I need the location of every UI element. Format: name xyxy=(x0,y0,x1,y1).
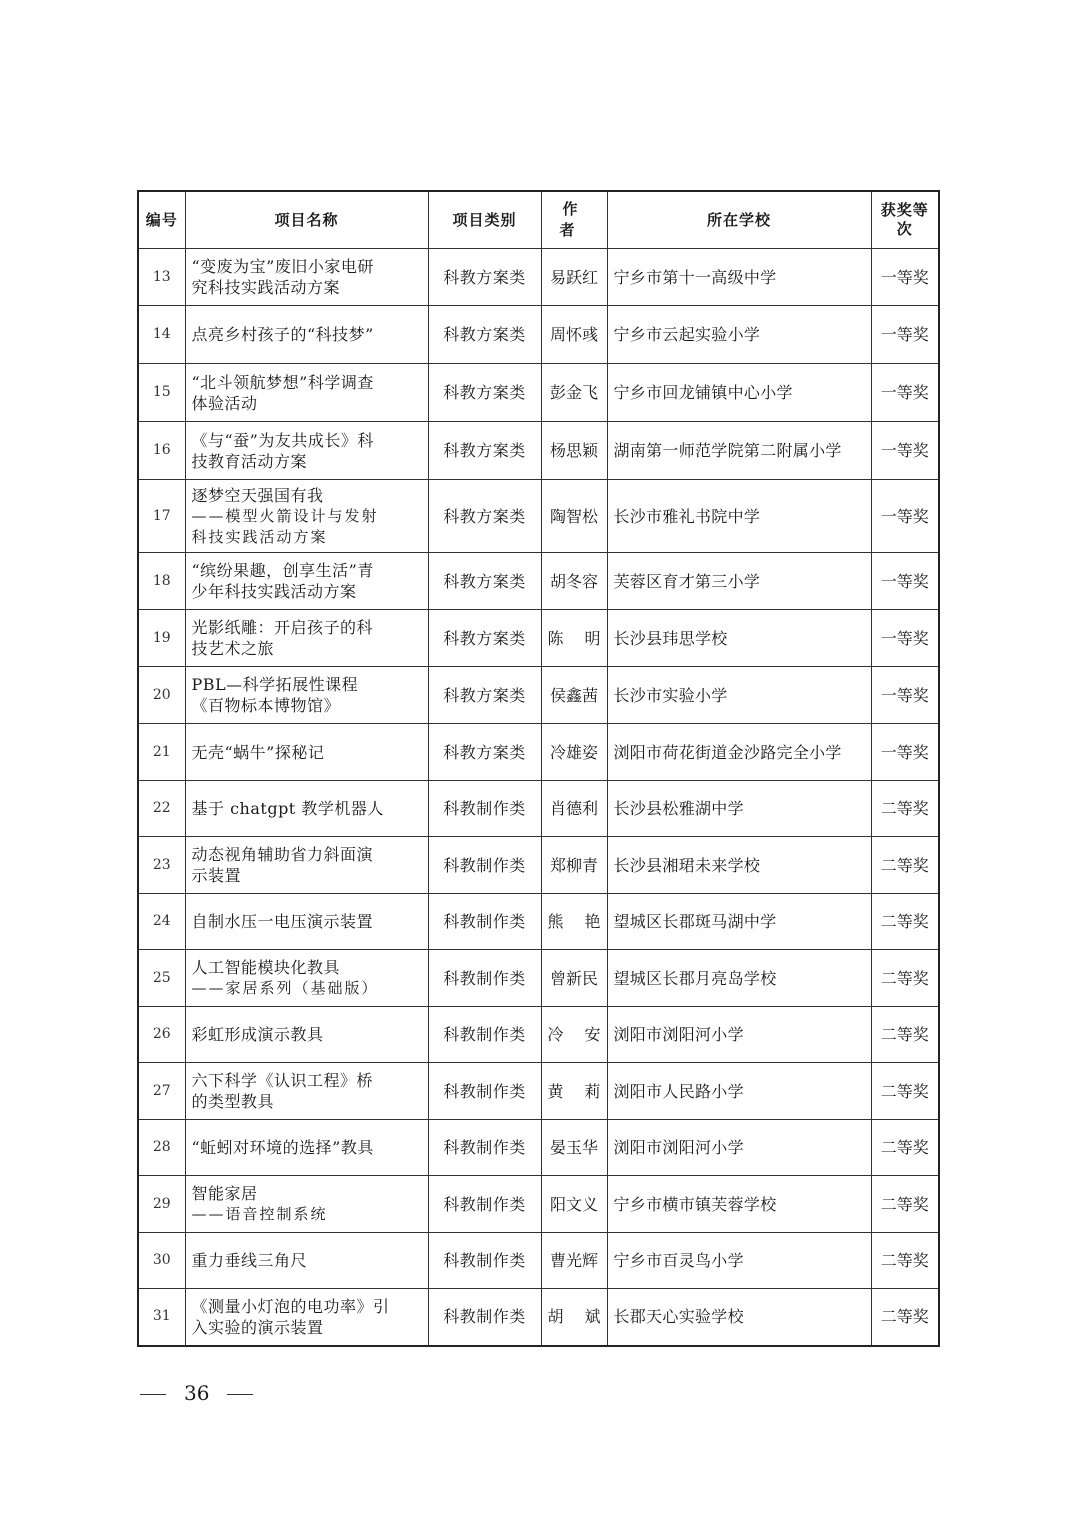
row-number: 27 xyxy=(138,1063,185,1120)
author-name xyxy=(541,1289,622,1346)
project-name-line: 动态视角辅助省力斜面演 xyxy=(191,845,374,864)
project-name-line: 自制水压一电压演示装置 xyxy=(191,912,374,931)
author-name xyxy=(541,837,607,894)
project-category: 科教制作类 xyxy=(428,950,541,1007)
table-row xyxy=(138,1289,939,1346)
author-text: 侯鑫茜 xyxy=(549,685,598,705)
award-level: 一等奖 xyxy=(871,306,939,364)
author-text: 熊艳 xyxy=(547,912,622,931)
row-number: 25 xyxy=(138,950,185,1007)
project-name-line: 技教育活动方案 xyxy=(191,451,308,471)
author-text: 胡斌 xyxy=(547,1307,622,1327)
school-name: 长沙县湘珺未来学校 xyxy=(607,837,871,894)
table-row xyxy=(138,894,939,950)
author-name xyxy=(541,667,607,724)
author-text: 冷雄姿 xyxy=(549,742,598,762)
school-name: 浏阳市荷花街道金沙路完全小学 xyxy=(607,724,871,781)
author-name xyxy=(541,249,607,306)
project-name-line: 技艺术之旅 xyxy=(191,639,275,658)
award-level: 二等奖 xyxy=(871,1233,939,1289)
project-category: 科教方案类 xyxy=(428,249,541,306)
row-number: 29 xyxy=(138,1176,185,1233)
author-text: 阳文义 xyxy=(549,1194,598,1214)
school-name: 宁乡市回龙铺镇中心小学 xyxy=(607,364,871,422)
author-name xyxy=(541,1063,622,1120)
award-level: 一等奖 xyxy=(871,364,939,422)
award-level: 一等奖 xyxy=(871,724,939,781)
author-text: 曾新民 xyxy=(549,968,598,988)
school-name: 望城区长郡斑马湖中学 xyxy=(607,894,871,950)
author-text: 易跃红 xyxy=(549,267,598,287)
award-level: 二等奖 xyxy=(871,950,939,1007)
award-level: 一等奖 xyxy=(871,667,939,724)
project-name-line: “蚯蚓对环境的选择”教具 xyxy=(191,1138,374,1157)
table-row xyxy=(138,1063,939,1120)
project-category: 科教制作类 xyxy=(428,1007,541,1063)
project-name-line: 《与“蚕”为友共成长》科 xyxy=(191,430,374,450)
project-name-line: 究科技实践活动方案 xyxy=(191,278,341,297)
award-level: 一等奖 xyxy=(871,249,939,306)
author-text: 黄莉 xyxy=(547,1081,622,1101)
project-name xyxy=(185,610,428,667)
award-level: 二等奖 xyxy=(871,1063,939,1120)
author-name xyxy=(541,1233,607,1289)
project-subtitle-line: ——模型火箭设计与发射 xyxy=(191,506,379,525)
school-name: 望城区长郡月亮岛学校 xyxy=(607,950,871,1007)
project-category: 科教制作类 xyxy=(428,1176,541,1233)
project-name-line: 无壳“蜗牛”探秘记 xyxy=(191,742,325,762)
project-name xyxy=(185,1063,428,1120)
project-name-line: 光影纸雕：开启孩子的科 xyxy=(191,618,374,637)
project-name xyxy=(185,667,428,724)
author-name xyxy=(541,610,622,667)
row-number: 22 xyxy=(138,781,185,837)
table-row xyxy=(138,950,939,1007)
project-category: 科教方案类 xyxy=(428,610,541,667)
project-name xyxy=(185,894,428,950)
award-level: 一等奖 xyxy=(871,610,939,667)
school-name: 浏阳市浏阳河小学 xyxy=(607,1120,871,1176)
school-name: 湖南第一师范学院第二附属小学 xyxy=(607,422,871,480)
table-row xyxy=(138,837,939,894)
project-subtitle-line: 科技实践活动方案 xyxy=(191,527,328,546)
author-name xyxy=(541,1120,607,1176)
project-name-line: 示装置 xyxy=(191,866,242,885)
award-level: 二等奖 xyxy=(871,781,939,837)
row-number: 17 xyxy=(138,480,185,553)
project-name xyxy=(185,950,428,1007)
row-number: 16 xyxy=(138,422,185,480)
author-name xyxy=(541,364,607,422)
project-name-line: 逐梦空天强国有我 xyxy=(191,485,324,505)
author-name xyxy=(541,480,607,553)
award-level: 二等奖 xyxy=(871,894,939,950)
project-name xyxy=(185,781,428,837)
table-row xyxy=(138,364,939,422)
author-text: 周怀彧 xyxy=(549,325,598,344)
project-name-line: 彩虹形成演示教具 xyxy=(191,1025,324,1044)
school-name: 宁乡市百灵鸟小学 xyxy=(607,1233,871,1289)
school-name: 长沙市雅礼书院中学 xyxy=(607,480,871,553)
row-number: 13 xyxy=(138,249,185,306)
author-name xyxy=(541,1007,622,1063)
author-name xyxy=(541,781,607,837)
school-name: 长沙县玮思学校 xyxy=(607,610,871,667)
row-number: 28 xyxy=(138,1120,185,1176)
table-row xyxy=(138,480,939,553)
project-name xyxy=(185,1289,428,1346)
awards-table xyxy=(137,190,940,1347)
school-name: 长郡天心实验学校 xyxy=(607,1289,871,1346)
school-name: 浏阳市人民路小学 xyxy=(607,1063,871,1120)
project-category: 科教方案类 xyxy=(428,306,541,364)
award-level: 二等奖 xyxy=(871,1176,939,1233)
author-name xyxy=(541,950,607,1007)
school-name: 芙蓉区育才第三小学 xyxy=(607,553,871,610)
award-level: 一等奖 xyxy=(871,422,939,480)
project-category: 科教方案类 xyxy=(428,553,541,610)
project-category: 科教制作类 xyxy=(428,1063,541,1120)
project-name-line: 智能家居 xyxy=(191,1184,258,1203)
project-name xyxy=(185,480,428,553)
project-name xyxy=(185,837,428,894)
project-category: 科教方案类 xyxy=(428,364,541,422)
school-name: 长沙县松雅湖中学 xyxy=(607,781,871,837)
row-number: 14 xyxy=(138,306,185,364)
page-number: 36 xyxy=(184,1381,210,1405)
project-name xyxy=(185,1233,428,1289)
page-footer xyxy=(140,1378,280,1408)
project-name-line: 入实验的演示装置 xyxy=(191,1317,324,1337)
row-number: 20 xyxy=(138,667,185,724)
school-name: 宁乡市横市镇芙蓉学校 xyxy=(607,1176,871,1233)
author-text: 曹光辉 xyxy=(549,1251,598,1270)
author-text: 晏玉华 xyxy=(549,1138,598,1157)
project-name-line: 体验活动 xyxy=(191,393,258,413)
row-number: 24 xyxy=(138,894,185,950)
table-row xyxy=(138,610,939,667)
table-row xyxy=(138,1007,939,1063)
project-name xyxy=(185,553,428,610)
footer-dash-left xyxy=(140,1394,166,1395)
project-category: 科教方案类 xyxy=(428,422,541,480)
project-subtitle-line: ——家居系列（基础版） xyxy=(191,979,379,997)
table-row xyxy=(138,553,939,610)
school-name: 宁乡市云起实验小学 xyxy=(607,306,871,364)
author-text: 冷安 xyxy=(547,1025,622,1044)
table-row xyxy=(138,667,939,724)
project-category: 科教方案类 xyxy=(428,480,541,553)
author-text: 陶智松 xyxy=(549,506,598,526)
row-number: 26 xyxy=(138,1007,185,1063)
project-category: 科教制作类 xyxy=(428,1120,541,1176)
table-row xyxy=(138,781,939,837)
project-name-line: 的类型教具 xyxy=(191,1092,275,1111)
award-level: 二等奖 xyxy=(871,837,939,894)
project-name-line: “缤纷果趣，创享生活”青 xyxy=(191,561,374,580)
project-category: 科教制作类 xyxy=(428,837,541,894)
table-row xyxy=(138,249,939,306)
table-row xyxy=(138,306,939,364)
header-row xyxy=(138,191,939,249)
header-project-name: 项目名称 xyxy=(185,191,428,249)
header-category: 项目类别 xyxy=(428,191,541,249)
project-name-line: 少年科技实践活动方案 xyxy=(191,582,357,601)
header-author: 作 者 xyxy=(541,191,607,249)
table-row xyxy=(138,724,939,781)
project-name xyxy=(185,1120,428,1176)
project-name-line: 重力垂线三角尺 xyxy=(191,1251,308,1270)
project-name-line: 人工智能模块化教具 xyxy=(191,958,341,977)
award-level: 二等奖 xyxy=(871,1289,939,1346)
project-category: 科教制作类 xyxy=(428,894,541,950)
project-name-line: “变废为宝”废旧小家电研 xyxy=(191,257,374,276)
row-number: 19 xyxy=(138,610,185,667)
project-name xyxy=(185,1007,428,1063)
header-number: 编号 xyxy=(138,191,185,249)
project-name xyxy=(185,364,428,422)
row-number: 31 xyxy=(138,1289,185,1346)
award-level: 一等奖 xyxy=(871,553,939,610)
author-text: 陈明 xyxy=(547,628,622,648)
project-name xyxy=(185,724,428,781)
row-number: 15 xyxy=(138,364,185,422)
project-category: 科教方案类 xyxy=(428,724,541,781)
author-text: 彭金飞 xyxy=(549,383,598,402)
author-name xyxy=(541,1176,607,1233)
school-name: 宁乡市第十一高级中学 xyxy=(607,249,871,306)
author-text: 郑柳青 xyxy=(549,855,598,875)
project-category: 科教方案类 xyxy=(428,667,541,724)
row-number: 18 xyxy=(138,553,185,610)
project-name-line: 点亮乡村孩子的“科技梦” xyxy=(191,325,374,344)
project-subtitle-line: ——语音控制系统 xyxy=(191,1205,328,1223)
table-body xyxy=(138,249,939,1346)
row-number: 21 xyxy=(138,724,185,781)
author-text: 杨思颖 xyxy=(549,441,598,460)
author-name xyxy=(541,306,607,364)
award-level: 二等奖 xyxy=(871,1120,939,1176)
table-header xyxy=(138,191,939,249)
table-row xyxy=(138,1233,939,1289)
project-name-line: 《百物标本博物馆》 xyxy=(191,696,341,715)
project-name xyxy=(185,422,428,480)
award-level: 一等奖 xyxy=(871,480,939,553)
project-name-line: “北斗领航梦想”科学调查 xyxy=(191,372,374,392)
header-award-level: 获奖等次 xyxy=(871,191,939,249)
table-row xyxy=(138,422,939,480)
header-school: 所在学校 xyxy=(607,191,871,249)
author-text: 肖德利 xyxy=(549,799,598,818)
school-name: 浏阳市浏阳河小学 xyxy=(607,1007,871,1063)
project-name-line: 基于 chatgpt 教学机器人 xyxy=(191,799,384,818)
author-text: 胡冬容 xyxy=(549,571,598,591)
project-category: 科教制作类 xyxy=(428,781,541,837)
author-name xyxy=(541,724,607,781)
project-name xyxy=(185,249,428,306)
author-name xyxy=(541,894,622,950)
table-row xyxy=(138,1176,939,1233)
project-name xyxy=(185,1176,428,1233)
footer-dash-right xyxy=(227,1394,253,1395)
school-name: 长沙市实验小学 xyxy=(607,667,871,724)
row-number: 30 xyxy=(138,1233,185,1289)
row-number: 23 xyxy=(138,837,185,894)
project-category: 科教制作类 xyxy=(428,1289,541,1346)
project-category: 科教制作类 xyxy=(428,1233,541,1289)
award-level: 二等奖 xyxy=(871,1007,939,1063)
author-name xyxy=(541,553,607,610)
project-name-line: 六下科学《认识工程》桥 xyxy=(191,1071,374,1090)
author-name xyxy=(541,422,607,480)
project-name-line: PBL—科学拓展性课程 xyxy=(191,675,359,694)
project-name-line: 《测量小灯泡的电功率》引 xyxy=(191,1296,390,1316)
table-row xyxy=(138,1120,939,1176)
project-name xyxy=(185,306,428,364)
